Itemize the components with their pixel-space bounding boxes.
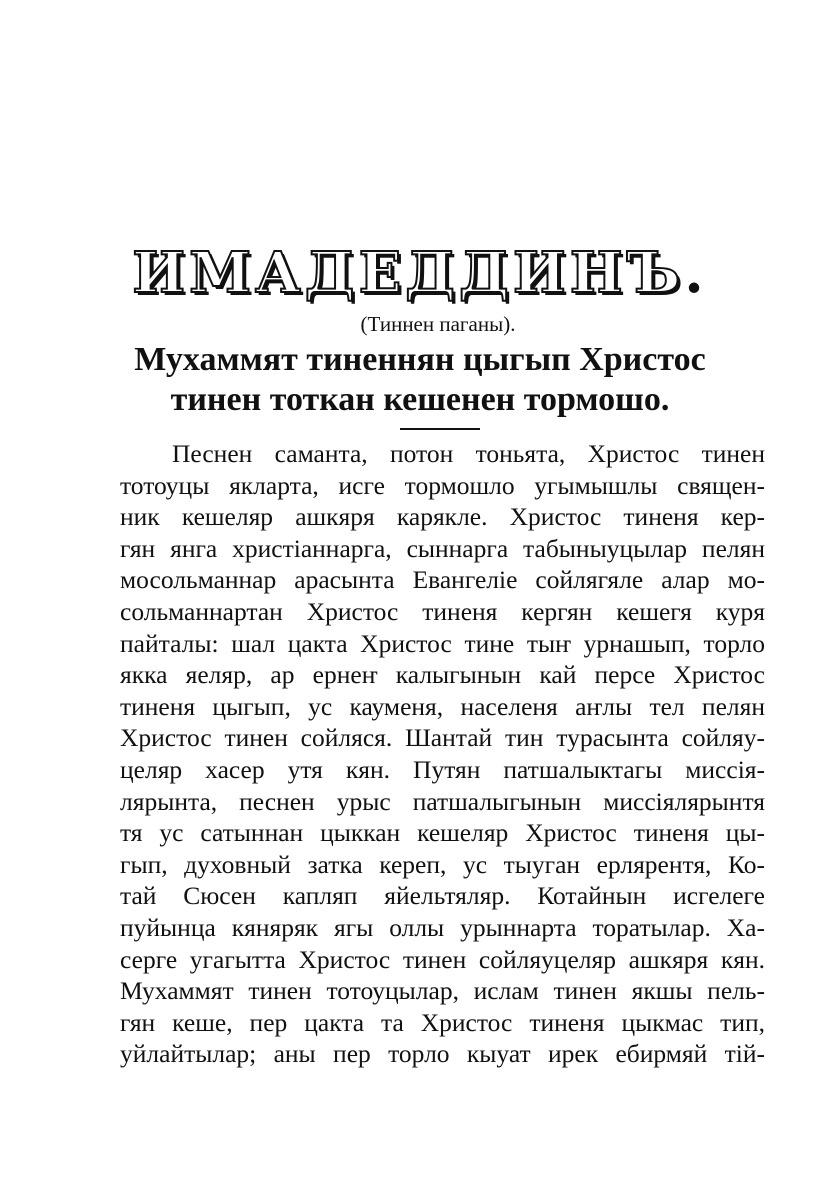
body-line: целяр хасер утя кян. Путян патшалыктагы миссія- — [120, 754, 765, 784]
body-line: якка яеляр, ар ернеҥ калыгынын кай персе Христос — [120, 660, 765, 690]
subtitle: (Тиннен паганы). — [360, 312, 516, 336]
body-line: Христос тинен сойляся. Шантай тин турасынта сойляу- — [120, 723, 765, 753]
body-paragraph — [120, 438, 765, 1070]
body-line: уйлайтылар; аны пер торло кыуат ирек ебирмяй тій- — [120, 1039, 765, 1069]
body-line: гян кеше, пер цакта та Христос тиненя цыкмас тип, — [120, 1007, 765, 1037]
body-line: тай Сюсен капляп яйельтяляр. Котайнын исгелеге — [120, 881, 765, 911]
title-period: . — [684, 240, 708, 306]
body-line: ник кешеляр ашкяря карякле. Христос тиненя кер- — [120, 502, 765, 532]
body-line: Песнен саманта, потон тоньята, Христос тинен — [172, 439, 765, 468]
heading-line-2: тинен тоткан кешенен тормошо. — [170, 381, 670, 418]
heading-line-1: Мухаммят тиненнян цыгып Христос — [134, 341, 706, 378]
page-title — [0, 238, 840, 308]
divider-rule — [400, 428, 480, 430]
body-line: пуйынца кяняряк ягы оллы урыннарта торатылар. Ха- — [120, 912, 765, 942]
body-line: гып, духовный затка кереп, ус тыуган ерлярентя, Ко- — [120, 849, 765, 879]
body-line: серге угагытта Христос тинен сойляуцеляр ашкяря кян. — [120, 944, 765, 974]
body-line: тотоуцы якларта, исге тормошло угымышлы священ- — [120, 470, 765, 500]
body-line: гян янга христіаннарга, сыннарга табыныуцылар пелян — [120, 533, 765, 563]
body-line: Мухаммят тинен тотоуцылар, ислам тинен якшы пель- — [120, 976, 765, 1006]
body-line: лярынта, песнен урыс патшалыгынын миссіялярынтя — [120, 786, 765, 816]
body-line: тя ус сатыннан цыккан кешеляр Христос тиненя цы- — [120, 818, 765, 848]
title-text: ИМАДЕДДИНЪ — [132, 240, 685, 306]
body-line: тиненя цыгып, ус кауменя, населеня аҥлы тел пелян — [120, 691, 765, 721]
body-line: мосольманнар арасынта Евангеліе сойлягяле алар мо- — [120, 565, 765, 595]
body-line: пайталы: шал цакта Христос тине тыҥ урнашып, торло — [120, 628, 765, 658]
body-line: сольманнартан Христос тиненя кергян кешегя куря — [120, 596, 765, 626]
